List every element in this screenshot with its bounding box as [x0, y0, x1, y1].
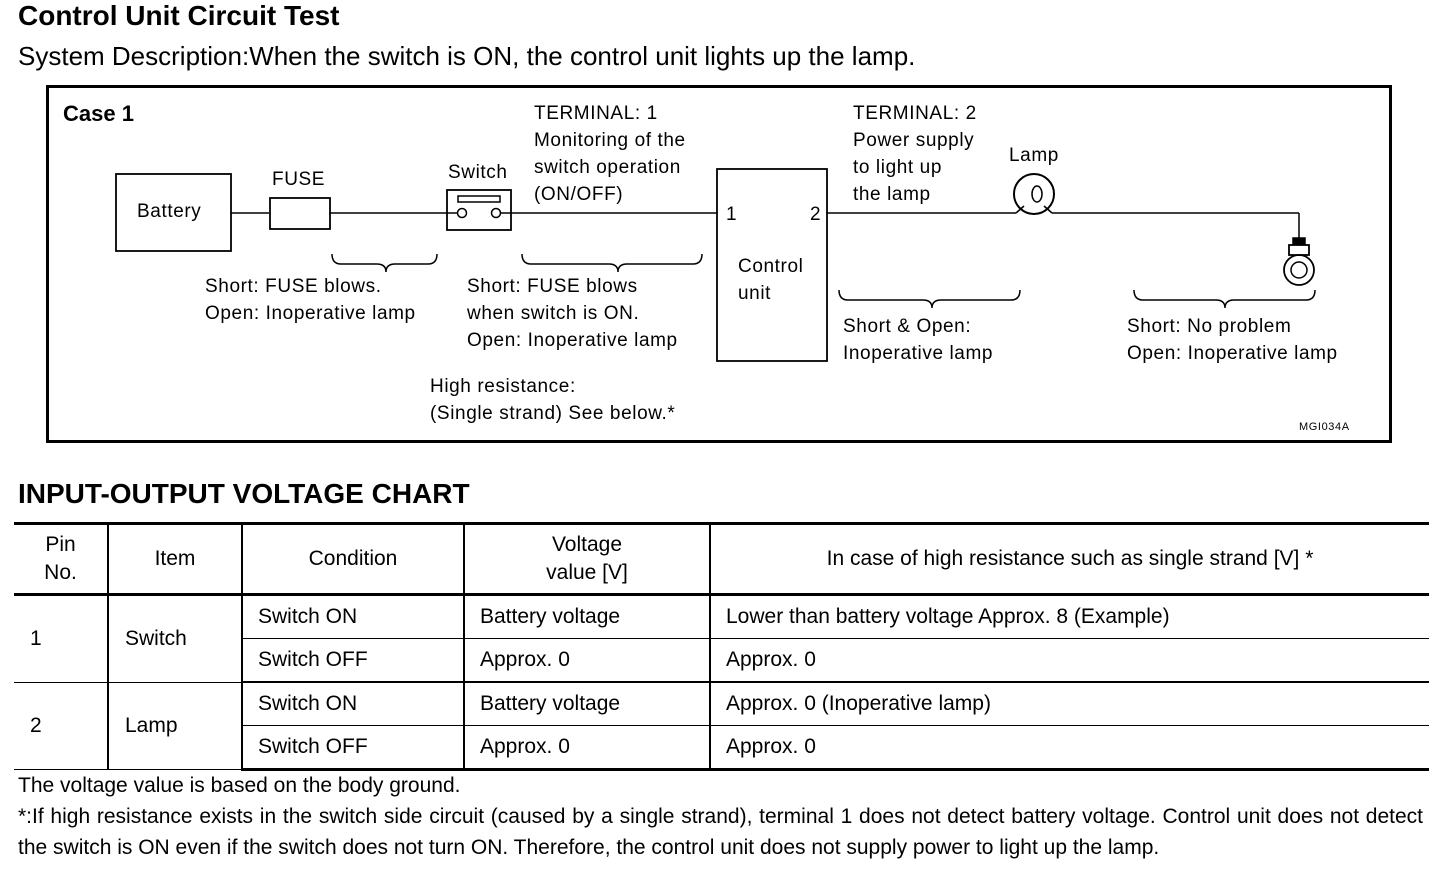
fuse-note: Short: FUSE blows.: [205, 276, 382, 297]
terminal2-heading: TERMINAL: 2: [853, 103, 977, 124]
circuit-diagram: [46, 85, 1392, 443]
pin-cell: 2: [14, 682, 108, 770]
switch-note: Open: Inoperative lamp: [467, 330, 678, 351]
voltage-cell: Battery voltage: [464, 682, 710, 726]
pin-cell: 1: [14, 595, 108, 683]
condition-cell: Switch ON: [242, 595, 464, 639]
high-resistance-cell: Approx. 0: [710, 639, 1429, 683]
condition-cell: Switch OFF: [242, 639, 464, 683]
control-unit-label: Control: [738, 256, 804, 277]
header-high-resistance: In case of high resistance such as single strand [V] *: [710, 524, 1429, 595]
circuit-wiring: [49, 88, 1389, 440]
voltage-cell: Battery voltage: [464, 595, 710, 639]
ground-symbol: [1284, 255, 1314, 285]
high-resistance-note: (Single strand) See below.*: [430, 403, 676, 424]
item-cell: Switch: [108, 595, 242, 683]
terminal2-line: the lamp: [853, 184, 931, 205]
switch-note: when switch is ON.: [467, 303, 640, 324]
header-voltage: Voltage value [V]: [464, 524, 710, 595]
terminal1-heading: TERMINAL: 1: [534, 103, 658, 124]
condition-cell: Switch OFF: [242, 726, 464, 770]
case-label: Case 1: [63, 101, 134, 126]
table-header-row: [14, 524, 1429, 595]
terminal1-line: switch operation: [534, 157, 681, 178]
system-description: System Description:When the switch is ON, the control unit lights up the lamp.: [18, 41, 916, 71]
voltage-chart-table: [14, 522, 1429, 771]
lamp-symbol: [1014, 174, 1054, 214]
condition-cell: Switch ON: [242, 682, 464, 726]
ground-note-text: The voltage value is based on the body ground.: [18, 774, 461, 797]
fuse-box: [270, 198, 330, 229]
fuse-label: FUSE: [272, 169, 326, 190]
switch-label: Switch: [448, 162, 508, 183]
high-resistance-cell: Lower than battery voltage Approx. 8 (Example): [710, 595, 1429, 639]
page-title: Control Unit Circuit Test: [18, 0, 340, 31]
high-resistance-cell: Approx. 0 (Inoperative lamp): [710, 682, 1429, 726]
figure-id: MGI034A: [1299, 421, 1350, 433]
lamp-feed-note: Inoperative lamp: [843, 343, 994, 364]
header-pin-no: Pin No.: [14, 524, 108, 595]
voltage-cell: Approx. 0: [464, 639, 710, 683]
fuse-note: Open: Inoperative lamp: [205, 303, 416, 324]
table-row: [14, 682, 1429, 726]
footnote-text: *:If high resistance exists in the switch side circuit (caused by a single strand), terminal 1 does not detect battery voltage. Control unit does not detect the switch is ON even if the switch does not turn ON. Therefore, the control unit does not supply power to light up the lamp.: [18, 805, 1423, 859]
high-resistance-cell: Approx. 0: [710, 726, 1429, 770]
terminal2-line: to light up: [853, 157, 942, 178]
ground-note: Open: Inoperative lamp: [1127, 343, 1338, 364]
lamp-label: Lamp: [1009, 145, 1059, 166]
lamp-feed-note: Short & Open:: [843, 316, 972, 337]
high-resistance-note: High resistance:: [430, 376, 576, 397]
pin1-label: 1: [726, 204, 738, 225]
table-row: [14, 595, 1429, 639]
header-condition: Condition: [242, 524, 464, 595]
item-cell: Lamp: [108, 682, 242, 770]
control-unit-label: unit: [738, 283, 772, 304]
header-item: Item: [108, 524, 242, 595]
terminal1-line: Monitoring of the: [534, 130, 686, 151]
battery-label: Battery: [137, 201, 202, 222]
pin2-label: 2: [810, 204, 822, 225]
terminal1-line: (ON/OFF): [534, 184, 624, 205]
switch-note: Short: FUSE blows: [467, 276, 638, 297]
voltage-cell: Approx. 0: [464, 726, 710, 770]
terminal2-line: Power supply: [853, 130, 975, 151]
ground-note: Short: No problem: [1127, 316, 1292, 337]
voltage-chart-title: INPUT-OUTPUT VOLTAGE CHART: [18, 478, 470, 509]
